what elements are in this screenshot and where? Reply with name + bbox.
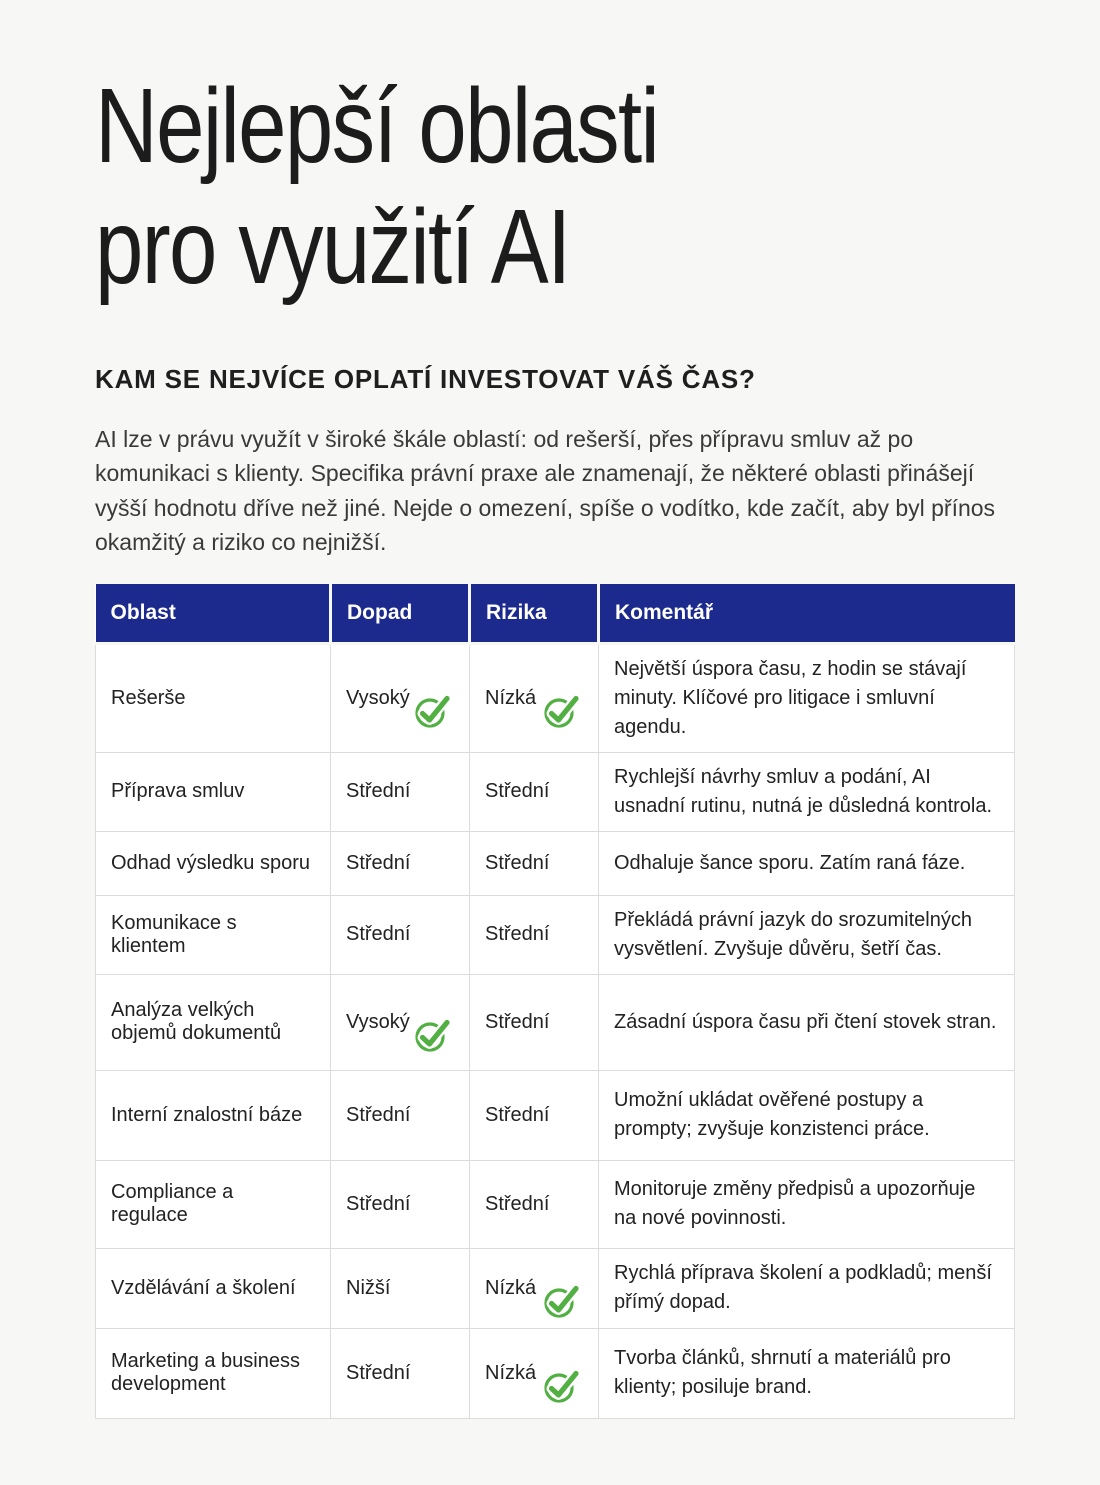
cell-rizika — [470, 831, 599, 895]
cell-oblast — [96, 831, 331, 895]
table-row — [96, 1248, 1015, 1328]
comment-text: Zásadní úspora času při čtení stovek stran. — [614, 1010, 997, 1033]
check-circle-icon — [541, 689, 583, 731]
cell-dopad — [331, 1248, 470, 1328]
impact-level: Vysoký — [346, 1010, 410, 1033]
column-header-komentar: Komentář — [599, 584, 1015, 644]
cell-komentar — [599, 1160, 1015, 1248]
cell-komentar — [599, 1248, 1015, 1328]
cell-oblast — [96, 643, 331, 752]
area-label: Vzdělávání a školení — [111, 1276, 296, 1299]
risk-level: Střední — [485, 1010, 550, 1033]
comment-text: Rychlejší návrhy smluv a podání, AI usnadní rutinu, nutná je důsledná kontrola. — [614, 765, 993, 817]
cell-komentar — [599, 643, 1015, 752]
risk-level: Střední — [485, 780, 550, 803]
risk-level: Nízká — [485, 1276, 537, 1299]
impact-level: Střední — [346, 851, 411, 874]
cell-dopad — [331, 1328, 470, 1418]
cell-dopad — [331, 1070, 470, 1160]
risk-level: Střední — [485, 851, 550, 874]
comment-text: Překládá právní jazyk do srozumitelných vysvětlení. Zvyšuje důvěru, šetří čas. — [614, 908, 972, 960]
cell-dopad — [331, 752, 470, 831]
page-title — [95, 0, 849, 308]
risk-level: Nízká — [485, 686, 537, 709]
check-circle-icon — [412, 1013, 454, 1055]
impact-level: Střední — [346, 923, 411, 946]
cell-rizika — [470, 974, 599, 1070]
cell-komentar — [599, 974, 1015, 1070]
impact-level: Nižší — [346, 1276, 391, 1299]
column-header-rizika: Rizika — [470, 584, 599, 644]
check-circle-icon — [541, 1364, 583, 1406]
risk-level: Střední — [485, 1103, 550, 1126]
page-title-line2: pro využití AI — [95, 187, 570, 306]
check-circle-icon — [541, 1279, 583, 1321]
area-label: Compliance a regulace — [111, 1181, 234, 1227]
cell-oblast — [96, 1160, 331, 1248]
comment-text: Tvorba článků, shrnutí a materiálů pro klienty; posiluje brand. — [614, 1347, 951, 1399]
cell-dopad — [331, 974, 470, 1070]
cell-rizika — [470, 752, 599, 831]
cell-oblast — [96, 1070, 331, 1160]
cell-rizika — [470, 643, 599, 752]
table-row — [96, 974, 1015, 1070]
cell-oblast — [96, 974, 331, 1070]
table-row — [96, 895, 1015, 974]
cell-dopad — [331, 1160, 470, 1248]
area-label: Komunikace s klientem — [111, 911, 237, 957]
cell-dopad — [331, 831, 470, 895]
impact-level: Střední — [346, 1361, 411, 1384]
ai-areas-table — [95, 584, 1015, 1419]
table-header — [96, 584, 1015, 644]
cell-rizika — [470, 1160, 599, 1248]
area-label: Marketing a business development — [111, 1350, 300, 1396]
area-label: Analýza velkých objemů dokumentů — [111, 999, 282, 1045]
cell-rizika — [470, 1248, 599, 1328]
cell-komentar — [599, 831, 1015, 895]
risk-level: Střední — [485, 1192, 550, 1215]
cell-rizika — [470, 895, 599, 974]
table-body — [96, 643, 1015, 1418]
cell-dopad — [331, 643, 470, 752]
intro-paragraph: AI lze v právu využít v široké škále oblastí: od rešerší, přes přípravu smluv až po komunikaci s klienty. Specifika právní praxe ale znamenají, že některé oblasti přinášejí vyšší hodnotu dříve než jiné. Nejde o omezení, spíše o vodítko, kde začít, aby byl přínos okamžitý a riziko co nejnižší. — [95, 425, 996, 556]
page-title-line1: Nejlepší oblasti — [95, 67, 659, 185]
table-row — [96, 1328, 1015, 1418]
table-row — [96, 643, 1015, 752]
area-label: Odhad výsledku sporu — [111, 851, 311, 874]
risk-level: Střední — [485, 923, 550, 946]
cell-komentar — [599, 1070, 1015, 1160]
cell-komentar — [599, 752, 1015, 831]
comment-text: Umožní ukládat ověřené postupy a prompty; zvyšuje konzistenci práce. — [614, 1089, 930, 1141]
risk-level: Nízká — [485, 1361, 537, 1384]
comment-text: Monitoruje změny předpisů a upozorňuje na nové povinnosti. — [614, 1178, 976, 1230]
cell-dopad — [331, 895, 470, 974]
table-row — [96, 831, 1015, 895]
check-circle-icon — [412, 689, 454, 731]
cell-oblast — [96, 752, 331, 831]
comment-text: Rychlá příprava školení a podkladů; menší přímý dopad. — [614, 1262, 992, 1314]
area-label: Rešerše — [111, 686, 186, 709]
cell-komentar — [599, 1328, 1015, 1418]
cell-komentar — [599, 895, 1015, 974]
impact-level: Střední — [346, 1192, 411, 1215]
page-subtitle: KAM SE NEJVÍCE OPLATÍ INVESTOVAT VÁŠ ČAS? — [95, 363, 756, 394]
table-row — [96, 1070, 1015, 1160]
comment-text: Odhaluje šance sporu. Zatím raná fáze. — [614, 851, 966, 874]
comment-text: Největší úspora času, z hodin se stávají minuty. Klíčové pro litigace i smluvní agendu. — [614, 657, 967, 738]
column-header-dopad: Dopad — [331, 584, 470, 644]
table-row — [96, 1160, 1015, 1248]
cell-oblast — [96, 1328, 331, 1418]
area-label: Interní znalostní báze — [111, 1103, 303, 1126]
area-label: Příprava smluv — [111, 780, 245, 803]
impact-level: Střední — [346, 780, 411, 803]
column-header-oblast: Oblast — [96, 584, 331, 644]
cell-rizika — [470, 1070, 599, 1160]
cell-rizika — [470, 1328, 599, 1418]
cell-oblast — [96, 1248, 331, 1328]
impact-level: Střední — [346, 1103, 411, 1126]
table-row — [96, 752, 1015, 831]
cell-oblast — [96, 895, 331, 974]
impact-level: Vysoký — [346, 686, 410, 709]
